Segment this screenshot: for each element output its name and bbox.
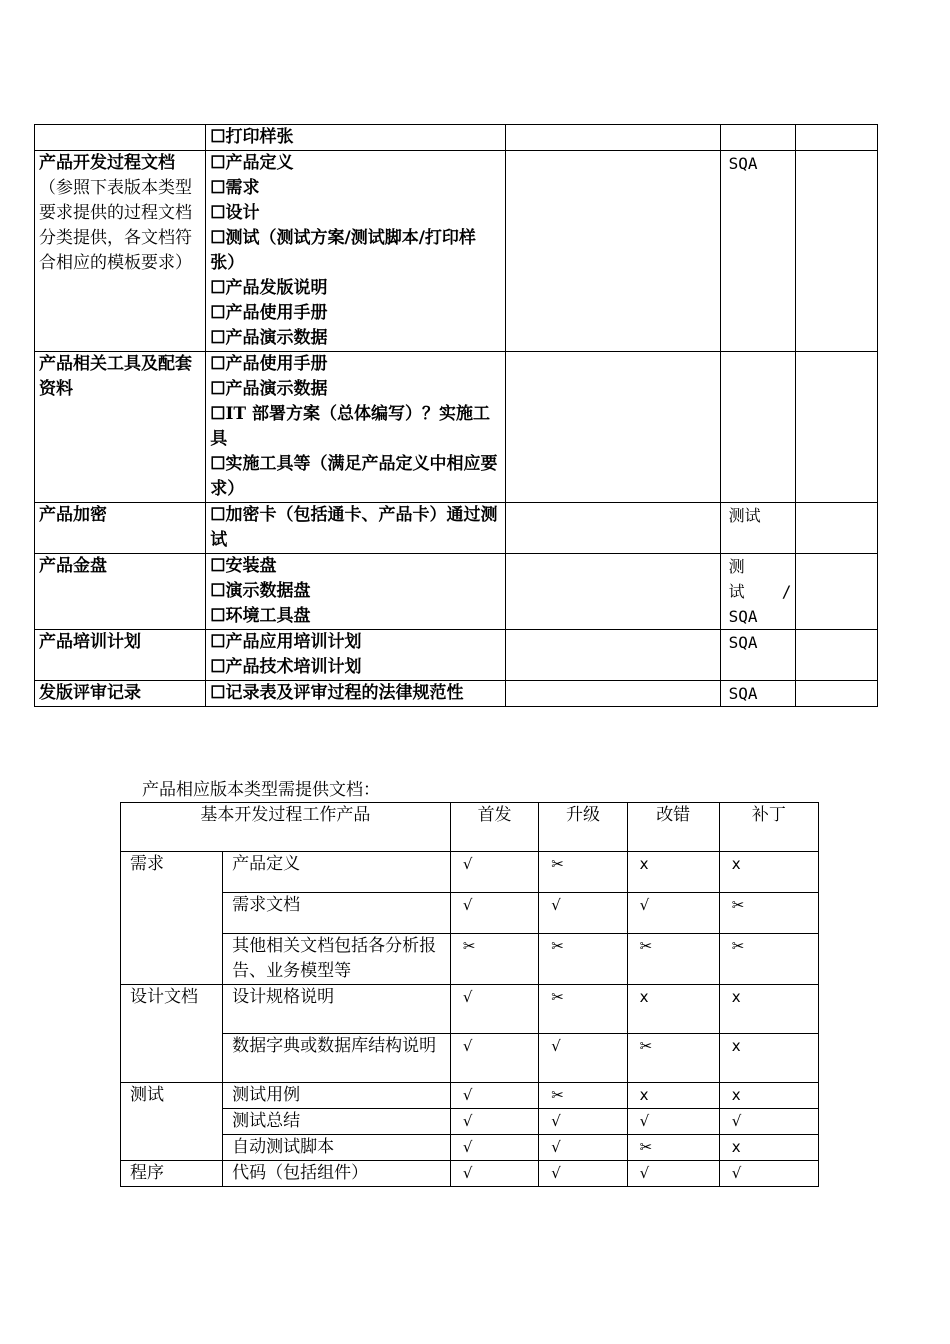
- checkbox-icon: ☐: [210, 683, 226, 703]
- doc-name-cell: 其他相关文档包括各分析报告、业务模型等: [223, 934, 451, 985]
- doc-checklist-item: [210, 655, 501, 680]
- check-icon: √: [462, 855, 473, 873]
- doc-checklist-label: 产品定义: [225, 153, 294, 173]
- checkbox-icon: ☐: [210, 379, 226, 399]
- doc-category-cell: [35, 352, 206, 503]
- doc-name-cell: 测试用例: [223, 1083, 451, 1109]
- checkbox-icon: ☐: [210, 178, 226, 198]
- doc-checklist-label: 产品技术培训计划: [225, 657, 362, 677]
- check-icon: √: [551, 1138, 561, 1156]
- checkbox-icon: ☐: [210, 328, 226, 348]
- checkbox-icon: ☐: [210, 203, 226, 223]
- doc-category-cell: [35, 630, 206, 681]
- category-cell: 需求: [121, 852, 223, 985]
- doc-items-cell: [206, 630, 506, 681]
- doc-checklist-label: 产品演示数据: [225, 379, 328, 399]
- doc-owner: SQA: [728, 607, 758, 626]
- mark-cell: [719, 934, 818, 985]
- mark-cell: [450, 985, 538, 1034]
- mark-cell: [539, 1109, 627, 1135]
- doc-notes-cell: [505, 630, 720, 681]
- doc-extra-cell: [796, 352, 878, 503]
- doc-items-cell: [206, 125, 506, 151]
- doc-checklist-label: 实施工具等（满足产品定义中相应要求）: [210, 454, 498, 499]
- doc-checklist-item: [210, 226, 501, 276]
- check-icon: √: [462, 1037, 473, 1055]
- doc-category-cell: [35, 125, 206, 151]
- doc-category: 产品培训计划: [39, 632, 141, 652]
- checkbox-icon: ☐: [210, 657, 226, 677]
- version-docs-header-row: [121, 803, 819, 852]
- doc-owner-cell: [720, 681, 796, 707]
- column-header: 首发: [450, 803, 538, 852]
- doc-checklist-item: [210, 377, 501, 402]
- doc-checklist-label: 演示数据盘: [225, 581, 311, 601]
- doc-items-cell: [206, 503, 506, 554]
- doc-owner: 试: [728, 582, 745, 601]
- checkbox-icon: ☐: [210, 632, 226, 652]
- doc-items-cell: [206, 681, 506, 707]
- doc-category: 发版评审记录: [39, 683, 141, 703]
- doc-checklist-label: 打印样张: [225, 127, 294, 147]
- doc-checklist-item: [210, 579, 501, 604]
- doc-notes-cell: [505, 681, 720, 707]
- column-header: 基本开发过程工作产品: [121, 803, 451, 852]
- check-icon: √: [462, 1086, 473, 1104]
- doc-name-cell: 设计规格说明: [223, 985, 451, 1034]
- mark-cell: [719, 1083, 818, 1109]
- version-docs-row: [121, 893, 819, 934]
- check-icon: √: [551, 1164, 561, 1182]
- check-icon: √: [462, 896, 473, 914]
- release-docs-row: [35, 681, 878, 707]
- cross-icon: x: [731, 1086, 741, 1104]
- mark-cell: [450, 1034, 538, 1083]
- doc-owner: /: [781, 582, 792, 601]
- version-docs-row: [121, 1083, 819, 1109]
- mark-cell: [627, 852, 719, 893]
- scissors-icon: ✂: [551, 855, 564, 873]
- doc-category-cell: [35, 151, 206, 352]
- doc-checklist-label: 加密卡（包括通卡、产品卡）通过测试: [210, 505, 498, 550]
- mark-cell: [539, 1135, 627, 1161]
- doc-checklist-item: [210, 125, 501, 150]
- release-docs-row: [35, 352, 878, 503]
- doc-name-cell: 自动测试脚本: [223, 1135, 451, 1161]
- doc-checklist-label: IT 部署方案（总体编写）？实施工具: [210, 404, 491, 449]
- doc-checklist-label: 产品应用培训计划: [225, 632, 362, 652]
- doc-owner: SQA: [728, 684, 758, 703]
- scissors-icon: ✂: [731, 896, 745, 914]
- doc-checklist-item: [210, 554, 501, 579]
- scissors-icon: ✂: [551, 1086, 564, 1104]
- doc-owner-cell: [720, 125, 796, 151]
- doc-notes-cell: [505, 503, 720, 554]
- check-icon: √: [639, 1112, 650, 1130]
- doc-name-cell: 代码（包括组件）: [223, 1161, 451, 1187]
- doc-category: 产品开发过程文档: [39, 153, 175, 173]
- doc-name-cell: 数据字典或数据库结构说明: [223, 1034, 451, 1083]
- doc-checklist-item: [210, 151, 501, 176]
- column-header: 改错: [627, 803, 719, 852]
- version-docs-row: [121, 1135, 819, 1161]
- mark-cell: [719, 893, 818, 934]
- doc-category: 产品加密: [39, 505, 107, 525]
- mark-cell: [450, 1135, 538, 1161]
- doc-extra-cell: [796, 554, 878, 630]
- checkbox-icon: ☐: [210, 127, 226, 147]
- version-docs-row: [121, 1161, 819, 1187]
- scissors-icon: ✂: [731, 937, 745, 955]
- cross-icon: x: [639, 988, 649, 1006]
- version-docs-row: [121, 1109, 819, 1135]
- doc-notes-cell: [505, 151, 720, 352]
- check-icon: √: [551, 1112, 561, 1130]
- column-header: 升级: [539, 803, 627, 852]
- mark-cell: [450, 1161, 538, 1187]
- mark-cell: [450, 934, 538, 985]
- mark-cell: [450, 1083, 538, 1109]
- doc-name-cell: 产品定义: [223, 852, 451, 893]
- mark-cell: [627, 1109, 719, 1135]
- checkbox-icon: ☐: [210, 556, 226, 576]
- doc-checklist-item: [210, 326, 501, 351]
- mark-cell: [450, 852, 538, 893]
- mark-cell: [627, 985, 719, 1034]
- doc-owner-cell: [720, 554, 796, 630]
- doc-owner: SQA: [728, 633, 758, 652]
- release-docs-row: [35, 630, 878, 681]
- checkbox-icon: ☐: [210, 606, 226, 626]
- scissors-icon: ✂: [551, 937, 564, 955]
- scissors-icon: ✂: [639, 1037, 653, 1055]
- cross-icon: x: [731, 855, 741, 873]
- doc-category: 产品金盘: [39, 556, 107, 576]
- doc-items-cell: [206, 554, 506, 630]
- doc-owner-cell: [720, 630, 796, 681]
- check-icon: √: [462, 1138, 473, 1156]
- doc-owner-cell: [720, 151, 796, 352]
- mark-cell: [539, 893, 627, 934]
- doc-checklist-item: [210, 352, 501, 377]
- mark-cell: [627, 1135, 719, 1161]
- version-docs-row: [121, 985, 819, 1034]
- doc-checklist-item: [210, 630, 501, 655]
- column-header: 补丁: [719, 803, 818, 852]
- mark-cell: [627, 1083, 719, 1109]
- scissors-icon: ✂: [462, 937, 476, 955]
- doc-checklist-label: 产品使用手册: [225, 303, 328, 323]
- doc-category-cell: [35, 503, 206, 554]
- checkbox-icon: ☐: [210, 581, 226, 601]
- doc-items-cell: [206, 352, 506, 503]
- version-docs-caption: 产品相应版本类型需提供文档：: [142, 780, 380, 800]
- doc-checklist-label: 设计: [225, 203, 260, 223]
- doc-name-cell: 测试总结: [223, 1109, 451, 1135]
- doc-checklist-item: [210, 681, 501, 706]
- check-icon: √: [462, 1164, 473, 1182]
- check-icon: √: [551, 1037, 561, 1055]
- doc-extra-cell: [796, 125, 878, 151]
- doc-notes-cell: [505, 125, 720, 151]
- category-cell: 测试: [121, 1083, 223, 1161]
- doc-checklist-label: 环境工具盘: [225, 606, 311, 626]
- category-cell: 设计文档: [121, 985, 223, 1083]
- mark-cell: [450, 1109, 538, 1135]
- mark-cell: [627, 1034, 719, 1083]
- scissors-icon: ✂: [551, 988, 564, 1006]
- doc-checklist-item: [210, 503, 501, 553]
- doc-checklist-item: [210, 402, 501, 452]
- check-icon: √: [462, 988, 473, 1006]
- doc-checklist-item: [210, 176, 501, 201]
- check-icon: √: [551, 896, 561, 914]
- release-docs-row: [35, 151, 878, 352]
- version-docs-row: [121, 852, 819, 893]
- doc-owner-cell: [720, 352, 796, 503]
- scissors-icon: ✂: [639, 1138, 653, 1156]
- check-icon: √: [639, 1164, 650, 1182]
- mark-cell: [719, 1109, 818, 1135]
- doc-category: 产品相关工具及配套资料: [39, 354, 192, 399]
- doc-checklist-label: 需求: [225, 178, 260, 198]
- version-docs-row: [121, 1034, 819, 1083]
- mark-cell: [539, 1083, 627, 1109]
- mark-cell: [627, 934, 719, 985]
- mark-cell: [719, 1161, 818, 1187]
- release-docs-row: [35, 125, 878, 151]
- version-docs-table: [120, 802, 819, 1187]
- doc-notes-cell: [505, 554, 720, 630]
- doc-checklist-label: 产品使用手册: [225, 354, 328, 374]
- checkbox-icon: ☐: [210, 505, 226, 525]
- release-docs-row: [35, 503, 878, 554]
- version-docs-table-body: [121, 803, 819, 1187]
- doc-notes-cell: [505, 352, 720, 503]
- doc-items-cell: [206, 151, 506, 352]
- cross-icon: x: [639, 1086, 649, 1104]
- check-icon: √: [462, 1112, 473, 1130]
- cross-icon: x: [731, 1138, 741, 1156]
- mark-cell: [539, 852, 627, 893]
- cross-icon: x: [731, 988, 741, 1006]
- cross-icon: x: [639, 855, 649, 873]
- doc-category-note: （参照下表版本类型要求提供的过程文档分类提供，各文档符合相应的模板要求）: [39, 178, 192, 273]
- release-docs-table-body: [35, 125, 878, 707]
- checkbox-icon: ☐: [210, 404, 226, 424]
- checkbox-icon: ☐: [210, 454, 226, 474]
- mark-cell: [627, 1161, 719, 1187]
- mark-cell: [539, 934, 627, 985]
- mark-cell: [719, 852, 818, 893]
- version-docs-row: [121, 934, 819, 985]
- doc-owner: [729, 579, 792, 604]
- doc-checklist-item: [210, 604, 501, 629]
- doc-owner-cell: [720, 503, 796, 554]
- doc-owner: SQA: [728, 154, 758, 173]
- doc-checklist-item: [210, 452, 501, 502]
- checkbox-icon: ☐: [210, 354, 226, 374]
- doc-checklist-item: [210, 201, 501, 226]
- mark-cell: [539, 1034, 627, 1083]
- check-icon: √: [731, 1112, 742, 1130]
- scissors-icon: ✂: [639, 937, 653, 955]
- checkbox-icon: ☐: [210, 303, 226, 323]
- doc-owner: 测试: [728, 506, 761, 525]
- doc-extra-cell: [796, 151, 878, 352]
- mark-cell: [539, 985, 627, 1034]
- doc-category-cell: [35, 554, 206, 630]
- doc-extra-cell: [796, 503, 878, 554]
- mark-cell: [719, 985, 818, 1034]
- checkbox-icon: ☐: [210, 278, 226, 298]
- doc-checklist-label: 产品发版说明: [225, 278, 328, 298]
- release-docs-row: [35, 554, 878, 630]
- category-cell: 程序: [121, 1161, 223, 1187]
- mark-cell: [719, 1135, 818, 1161]
- doc-checklist-label: 测试（测试方案/测试脚本/打印样张）: [210, 228, 476, 273]
- doc-owner: 测: [728, 557, 745, 576]
- check-icon: √: [639, 896, 650, 914]
- doc-checklist-label: 记录表及评审过程的法律规范性: [225, 683, 464, 703]
- doc-checklist-label: 安装盘: [225, 556, 277, 576]
- mark-cell: [719, 1034, 818, 1083]
- doc-extra-cell: [796, 681, 878, 707]
- mark-cell: [627, 893, 719, 934]
- mark-cell: [450, 893, 538, 934]
- cross-icon: x: [731, 1037, 741, 1055]
- check-icon: √: [731, 1164, 742, 1182]
- doc-name-cell: 需求文档: [223, 893, 451, 934]
- doc-checklist-item: [210, 276, 501, 301]
- checkbox-icon: ☐: [210, 153, 226, 173]
- checkbox-icon: ☐: [210, 228, 226, 248]
- doc-checklist-item: [210, 301, 501, 326]
- doc-checklist-label: 产品演示数据: [225, 328, 328, 348]
- mark-cell: [539, 1161, 627, 1187]
- release-docs-table: [34, 124, 878, 707]
- doc-extra-cell: [796, 630, 878, 681]
- doc-category-cell: [35, 681, 206, 707]
